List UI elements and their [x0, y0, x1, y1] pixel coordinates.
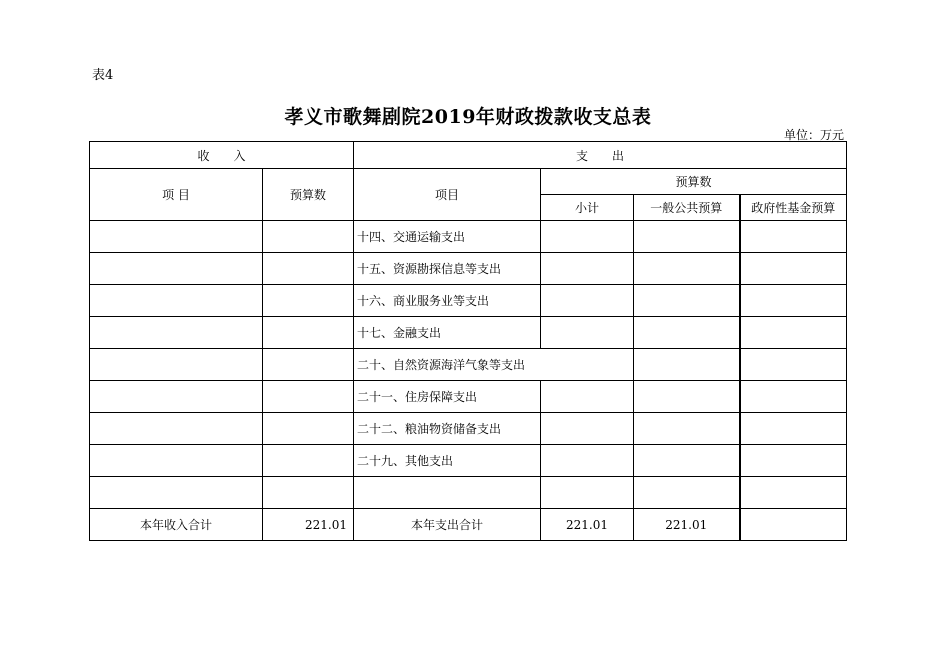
income-item-cell	[90, 221, 263, 253]
table-row	[90, 381, 847, 413]
table-row	[90, 477, 847, 509]
general-budget-header: 一般公共预算	[634, 195, 740, 221]
income-budget-header: 预算数	[263, 169, 354, 221]
income-budget-cell	[263, 381, 354, 413]
subtotal-cell	[541, 253, 634, 285]
subtotal-cell	[541, 477, 634, 509]
income-item-cell	[90, 381, 263, 413]
expense-item-cell: 二十一、住房保障支出	[354, 381, 541, 413]
expense-item-cell: 二十九、其他支出	[354, 445, 541, 477]
income-group-header: 收 入	[90, 142, 354, 169]
general-budget-cell	[634, 317, 740, 349]
expense-budget-header: 预算数	[541, 169, 847, 195]
fund-budget-cell	[740, 445, 847, 477]
subtotal-cell	[541, 381, 634, 413]
income-budget-cell	[263, 285, 354, 317]
table-row	[90, 445, 847, 477]
expense-item-cell: 十七、金融支出	[354, 317, 541, 349]
table-row	[90, 413, 847, 445]
income-total-value: 221.01	[263, 509, 354, 541]
general-budget-cell	[634, 445, 740, 477]
income-budget-cell	[263, 413, 354, 445]
fund-budget-cell	[740, 413, 847, 445]
table-row	[90, 285, 847, 317]
subtotal-cell	[541, 413, 634, 445]
table-row	[90, 221, 847, 253]
fund-budget-cell	[740, 381, 847, 413]
income-item-cell	[90, 317, 263, 349]
income-item-cell	[90, 413, 263, 445]
general-budget-cell	[634, 477, 740, 509]
budget-table	[89, 141, 847, 541]
subtotal-cell	[541, 221, 634, 253]
fund-budget-cell	[740, 349, 847, 381]
column-header-row-1	[90, 169, 847, 195]
expense-item-cell: 十六、商业服务业等支出	[354, 285, 541, 317]
expense-item-cell: 十四、交通运输支出	[354, 221, 541, 253]
page-title: 孝义市歌舞剧院2019年财政拨款收支总表	[284, 106, 652, 128]
income-item-cell	[90, 477, 263, 509]
expense-item-header: 项目	[354, 169, 541, 221]
general-budget-cell	[634, 221, 740, 253]
group-header-row	[90, 142, 847, 169]
subtotal-cell	[541, 285, 634, 317]
general-budget-cell	[634, 253, 740, 285]
expense-group-header: 支 出	[354, 142, 847, 169]
subtotal-total-value: 221.01	[541, 509, 634, 541]
expense-item-cell: 十五、资源勘探信息等支出	[354, 253, 541, 285]
income-total-label: 本年收入合计	[90, 509, 263, 541]
table-row	[90, 253, 847, 285]
income-item-cell	[90, 349, 263, 381]
income-budget-cell	[263, 253, 354, 285]
fund-budget-cell	[740, 285, 847, 317]
income-item-cell	[90, 253, 263, 285]
general-budget-cell	[634, 381, 740, 413]
unit-label: 单位：万元	[783, 128, 844, 142]
general-budget-cell	[634, 285, 740, 317]
fund-budget-header: 政府性基金预算	[740, 195, 847, 221]
income-item-header: 项 目	[90, 169, 263, 221]
expense-item-cell: 二十二、粮油物资储备支出	[354, 413, 541, 445]
table-row	[90, 349, 847, 381]
fund-budget-cell	[740, 317, 847, 349]
income-item-cell	[90, 445, 263, 477]
fund-total-value	[740, 509, 847, 541]
table-row	[90, 317, 847, 349]
expense-item-cell: 二十、自然资源海洋气象等支出	[354, 349, 634, 381]
income-budget-cell	[263, 221, 354, 253]
general-budget-cell	[634, 349, 740, 381]
subtotal-cell	[541, 445, 634, 477]
expense-total-label: 本年支出合计	[354, 509, 541, 541]
income-budget-cell	[263, 477, 354, 509]
income-budget-cell	[263, 317, 354, 349]
income-budget-cell	[263, 349, 354, 381]
expense-item-cell	[354, 477, 541, 509]
fund-budget-cell	[740, 221, 847, 253]
general-budget-cell	[634, 413, 740, 445]
table-number: 表4	[92, 68, 114, 83]
subtotal-cell	[541, 317, 634, 349]
fund-budget-cell	[740, 477, 847, 509]
general-total-value: 221.01	[634, 509, 740, 541]
totals-row	[90, 509, 847, 541]
income-budget-cell	[263, 445, 354, 477]
fund-budget-cell	[740, 253, 847, 285]
subtotal-header: 小计	[541, 195, 634, 221]
income-item-cell	[90, 285, 263, 317]
